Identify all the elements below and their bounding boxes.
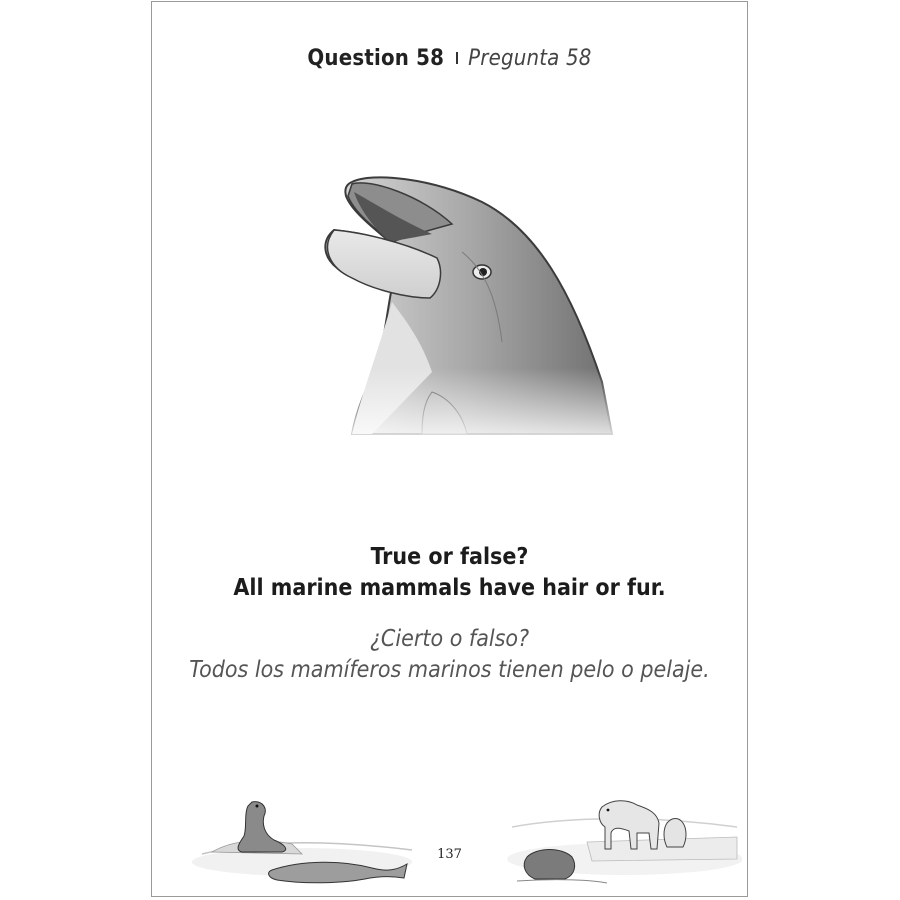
question-title-es: Pregunta 58 <box>468 46 592 71</box>
polar-bears-manatee-illustration <box>507 787 742 892</box>
question-english-line2: All marine mammals have hair or fur. <box>233 575 666 601</box>
page-number: 137 <box>437 847 462 862</box>
page-header <box>152 46 747 71</box>
question-english <box>152 542 747 604</box>
question-english-line1: True or false? <box>370 544 529 570</box>
question-spanish <box>152 624 747 686</box>
book-page <box>151 1 748 897</box>
sea-lion-whale-illustration <box>192 792 422 892</box>
question-title-en: Question 58 <box>307 46 445 71</box>
header-separator <box>456 52 458 64</box>
dolphin-illustration <box>312 172 622 452</box>
question-spanish-line1: ¿Cierto o falso? <box>369 626 530 652</box>
question-spanish-line2: Todos los mamíferos marinos tienen pelo o pelaje. <box>189 657 710 683</box>
